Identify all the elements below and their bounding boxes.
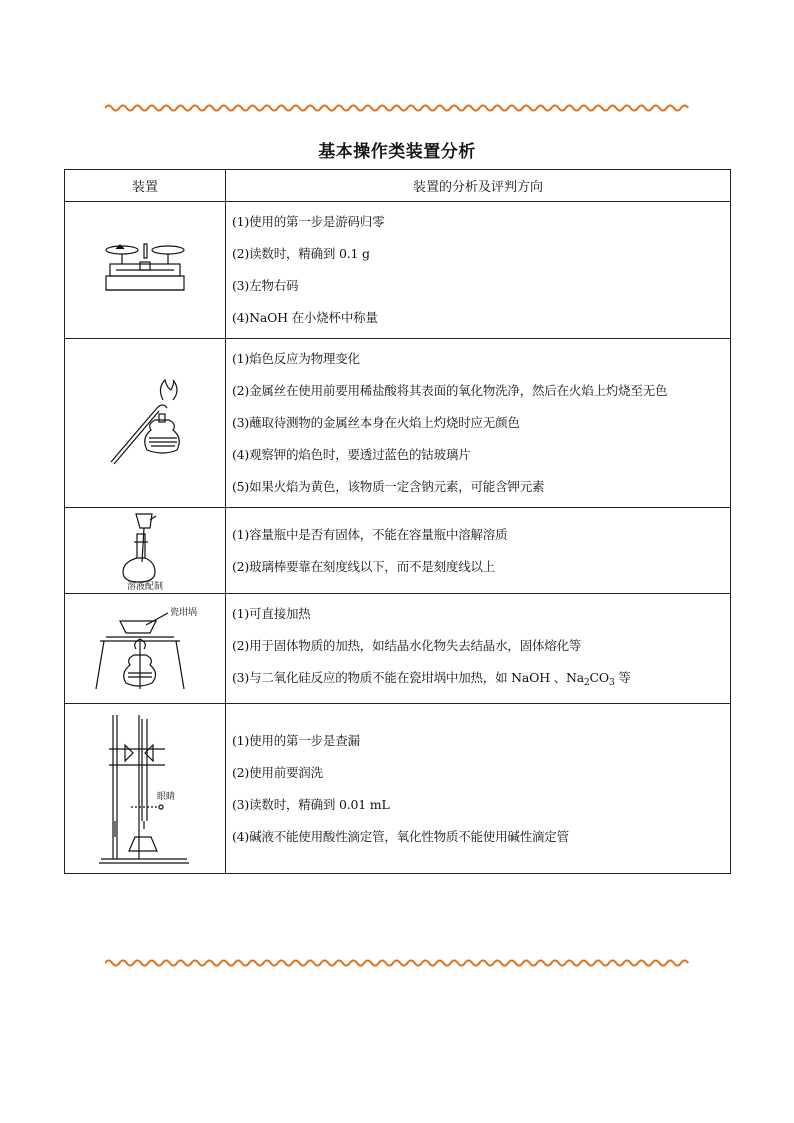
solution-prep-points	[226, 508, 731, 594]
header-analysis: 装置的分析及评判方向	[226, 170, 731, 202]
table-row	[65, 594, 731, 704]
titration-points	[226, 704, 731, 874]
titration-illustration	[65, 704, 226, 874]
table-row	[65, 508, 731, 594]
table-row	[65, 704, 731, 874]
crucible-tripod-icon	[90, 603, 200, 695]
list-item: (4)观察钾的焰色时，要透过蓝色的钴玻璃片	[232, 447, 471, 462]
balance-points	[226, 202, 731, 339]
list-item: (2)使用前要润洗	[232, 764, 323, 780]
list-item: (4)NaOH 在小烧杯中称量	[232, 310, 378, 325]
volumetric-flask-icon	[110, 512, 180, 590]
list-item: (1)使用的第一步是查漏	[232, 732, 360, 748]
list-item: (1)焰色反应为物理变化	[232, 351, 360, 366]
eye-label: 眼睛	[157, 791, 176, 802]
list-item-formula: (3)与二氧化硅反应的物质不能在瓷坩埚中加热，如 NaOH 、$Na_2CO_3$ 等	[232, 670, 631, 688]
crucible-points	[226, 594, 731, 704]
list-item: (2)用于固体物质的加热，如结晶水化物失去结晶水，固体熔化等	[232, 638, 582, 653]
list-item: (2)金属丝在使用前要用稀盐酸将其表面的氧化物洗净，然后在火焰上灼烧至无色	[232, 383, 668, 398]
balance-illustration	[65, 202, 226, 339]
flask-label: 溶液配制	[126, 581, 164, 590]
table-header-row	[65, 170, 731, 202]
apparatus-table	[64, 169, 731, 874]
crucible-label: 瓷坩埚	[170, 607, 198, 618]
wave-divider-bottom	[105, 958, 690, 968]
list-item: (1)可直接加热	[232, 606, 311, 621]
list-item: (5)如果火焰为黄色，该物质一定含钠元素，可能含钾元素	[232, 479, 545, 494]
header-device: 装置	[65, 170, 226, 202]
list-item: (2)读数时，精确到 0.1 g	[232, 246, 370, 261]
list-item: (1)使用的第一步是游码归零	[232, 214, 385, 229]
list-item: (2)玻璃棒要靠在刻度线以下，而不是刻度线以上	[232, 558, 496, 574]
balance-icon	[100, 238, 190, 302]
list-item: (4)碱液不能使用酸性滴定管，氧化性物质不能使用碱性滴定管	[232, 828, 569, 844]
list-item: (3)左物右码	[232, 278, 299, 293]
wave-divider-top	[105, 103, 690, 113]
solution-prep-illustration	[65, 508, 226, 594]
crucible-illustration	[65, 594, 226, 704]
list-item: (3)蘸取待测物的金属丝本身在火焰上灼烧时应无颜色	[232, 415, 520, 430]
alcohol-lamp-wire-icon	[105, 378, 185, 468]
page-title: 基本操作类装置分析	[318, 142, 476, 162]
list-item: (1)容量瓶中是否有固体，不能在容量瓶中溶解溶质	[232, 526, 508, 542]
table-row	[65, 202, 731, 339]
flame-test-points	[226, 339, 731, 508]
list-item: (3)读数时，精确到 0.01 mL	[232, 796, 390, 812]
burette-stand-icon	[95, 709, 195, 869]
table-row	[65, 339, 731, 508]
flame-test-illustration	[65, 339, 226, 508]
